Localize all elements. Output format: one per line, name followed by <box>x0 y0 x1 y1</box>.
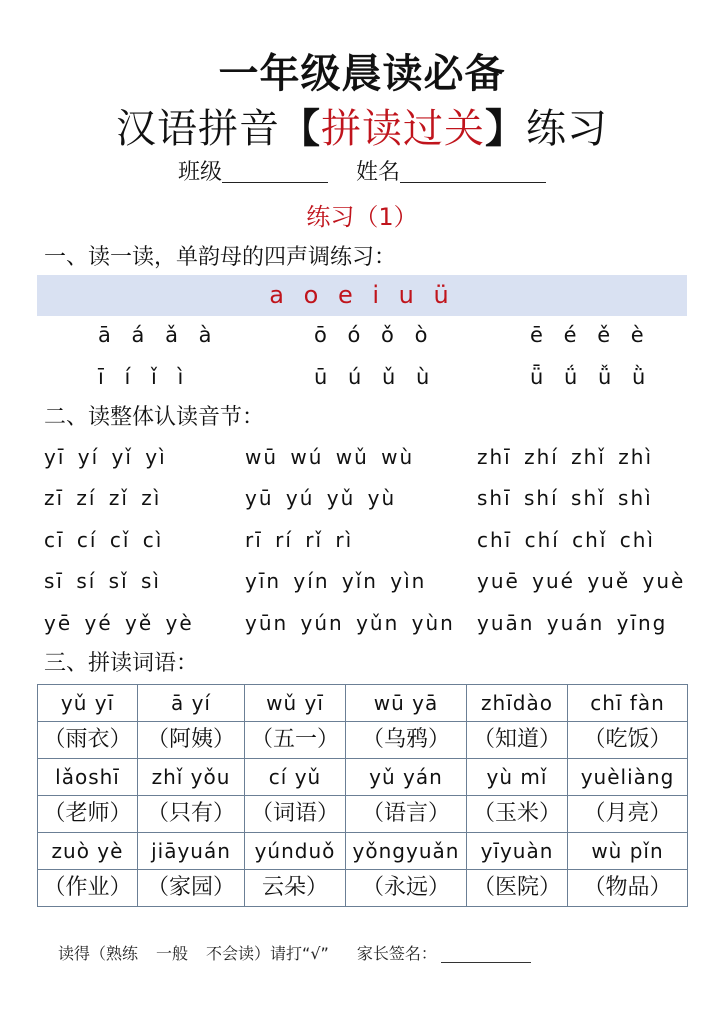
syllable-group: yuān yuán yīng <box>477 611 668 635</box>
pinyin-cell: yīyuàn <box>467 833 568 870</box>
name-field[interactable] <box>400 160 546 183</box>
subtitle-prefix: 汉语拼音 <box>116 106 280 152</box>
page-subtitle <box>0 102 724 156</box>
pinyin-cell: yù mǐ <box>467 759 568 796</box>
section2-heading: 二、读整体认读音节： <box>44 405 265 430</box>
table-row <box>38 833 688 870</box>
pinyin-cell: wù pǐn <box>568 833 688 870</box>
syllable-group: yī yí yǐ yì <box>44 445 167 469</box>
option-normal: 一般 <box>156 944 189 963</box>
hanzi-cell: 云朵） <box>245 870 346 907</box>
exercise-number: 练习（1） <box>306 203 418 231</box>
bracket-open: 【 <box>280 106 321 152</box>
pinyin-cell: lǎoshī <box>38 759 138 796</box>
tone-row <box>0 318 724 352</box>
pinyin-cell: chī fàn <box>568 685 688 722</box>
syllable-group: cī cí cǐ cì <box>44 528 164 552</box>
parent-sign-label: 家长签名： <box>356 944 437 963</box>
syllable-group: wū wú wǔ wù <box>245 445 415 469</box>
syllable-group: yē yé yě yè <box>44 611 194 635</box>
syllable-group: yūn yún yǔn yùn <box>245 611 455 635</box>
syllable-group: shī shí shǐ shì <box>477 486 653 510</box>
class-label: 班级 <box>177 160 222 185</box>
pinyin-cell: wū yā <box>346 685 467 722</box>
hanzi-cell: （语言） <box>346 796 467 833</box>
hanzi-cell: （乌鸦） <box>346 722 467 759</box>
hanzi-cell: （老师） <box>38 796 138 833</box>
pinyin-cell: jiāyuán <box>138 833 245 870</box>
hanzi-cell: （家园） <box>138 870 245 907</box>
tone-group: ū ú ǔ ù <box>314 365 437 389</box>
pinyin-cell: ā yí <box>138 685 245 722</box>
tone-group: ǖ ǘ ǚ ǜ <box>530 365 653 389</box>
option-cannot: 不会读）请打“√” <box>206 944 329 963</box>
syllable-row <box>0 481 724 515</box>
hanzi-cell: （雨衣） <box>38 722 138 759</box>
pinyin-cell: yǔ yī <box>38 685 138 722</box>
section1-heading: 一、读一读，单韵母的四声调练习： <box>44 245 397 270</box>
parent-sign-field[interactable] <box>441 944 531 963</box>
pinyin-cell: zhǐ yǒu <box>138 759 245 796</box>
syllable-group: zhī zhí zhǐ zhì <box>477 445 653 469</box>
table-row <box>38 685 688 722</box>
tone-group: ō ó ǒ ò <box>314 323 435 347</box>
tone-row <box>0 360 724 394</box>
hanzi-cell: （月亮） <box>568 796 688 833</box>
name-label: 姓名 <box>356 160 401 185</box>
pinyin-cell: yǒngyuǎn <box>346 833 467 870</box>
table-row <box>38 722 688 759</box>
tone-group: ē é ě è <box>530 323 651 347</box>
hanzi-cell: （五一） <box>245 722 346 759</box>
hanzi-cell: （永远） <box>346 870 467 907</box>
pinyin-cell: cí yǔ <box>245 759 346 796</box>
bracket-close: 】 <box>485 106 526 152</box>
pinyin-cell: wǔ yī <box>245 685 346 722</box>
hanzi-cell: （作业） <box>38 870 138 907</box>
section3-heading: 三、拼读词语： <box>44 651 199 676</box>
syllable-group: sī sí sǐ sì <box>44 569 161 593</box>
tone-group: ā á ǎ à <box>98 323 219 347</box>
syllable-row <box>0 440 724 474</box>
pinyin-cell: yuèliàng <box>568 759 688 796</box>
tone-group: ī í ǐ ì <box>98 365 191 389</box>
hanzi-cell: （玉米） <box>467 796 568 833</box>
student-info <box>0 158 724 188</box>
table-row <box>38 796 688 833</box>
syllable-group: yīn yín yǐn yìn <box>245 569 427 593</box>
pinyin-cell: yúnduǒ <box>245 833 346 870</box>
syllable-row <box>0 564 724 598</box>
class-field[interactable] <box>222 160 328 183</box>
subtitle-highlight: 拼读过关 <box>321 106 485 152</box>
hanzi-cell: （物品） <box>568 870 688 907</box>
syllable-group: yū yú yǔ yù <box>245 486 397 510</box>
hanzi-cell: （吃饭） <box>568 722 688 759</box>
syllable-group: yuē yué yuě yuè <box>477 569 686 593</box>
hanzi-cell: （阿姨） <box>138 722 245 759</box>
syllable-group: chī chí chǐ chì <box>477 528 655 552</box>
pinyin-cell: zhīdào <box>467 685 568 722</box>
hanzi-cell: （知道） <box>467 722 568 759</box>
syllable-row <box>0 523 724 557</box>
hanzi-cell: （词语） <box>245 796 346 833</box>
table-row <box>38 870 688 907</box>
page-title: 一年级晨读必备 <box>218 51 506 97</box>
pinyin-cell: yǔ yán <box>346 759 467 796</box>
syllable-row <box>0 606 724 640</box>
vowel-banner: a o e i u ü <box>37 275 687 316</box>
footer <box>58 940 531 968</box>
read-label: 读得（熟练 <box>58 944 139 963</box>
syllable-group: zī zí zǐ zì <box>44 486 162 510</box>
subtitle-suffix: 练习 <box>526 106 608 152</box>
hanzi-cell: （医院） <box>467 870 568 907</box>
pinyin-cell: zuò yè <box>38 833 138 870</box>
word-table <box>37 684 688 907</box>
table-row <box>38 759 688 796</box>
hanzi-cell: （只有） <box>138 796 245 833</box>
syllable-group: rī rí rǐ rì <box>245 528 354 552</box>
